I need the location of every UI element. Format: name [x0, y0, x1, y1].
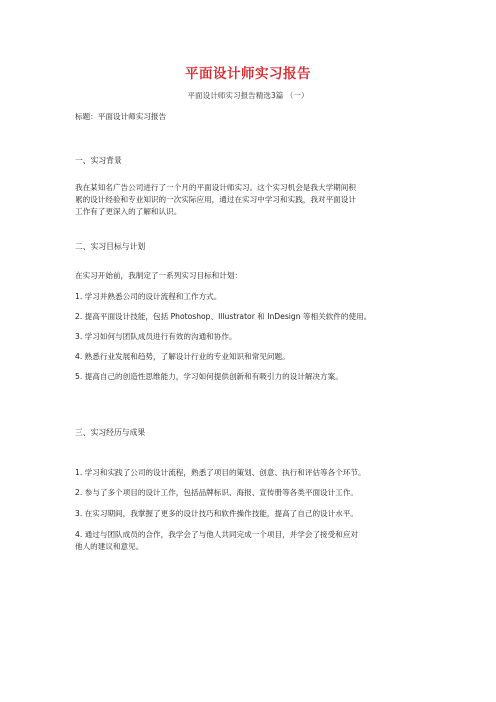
section-heading-experience: 三、实习经历与成果: [75, 428, 146, 437]
list-item-continuation: 他人的建议和意见。: [75, 542, 144, 551]
list-item: 2. 参与了多个项目的设计工作，包括品牌标识、海报、宣传册等各类平面设计工作。: [75, 488, 359, 497]
document-title: 平面设计师实习报告: [185, 66, 311, 82]
section-heading-goals: 二、实习目标与计划: [75, 242, 146, 251]
list-item: 3. 在实习期间，我掌握了更多的设计技巧和软件操作技能，提高了自己的设计水平。: [75, 509, 359, 518]
paragraph-line: 我在某知名广告公司进行了一个月的平面设计师实习。这个实习机会是我大学期间积: [75, 183, 356, 192]
list-item: 1. 学习并熟悉公司的设计流程和工作方式。: [75, 292, 222, 301]
list-item: 4. 通过与团队成员的合作，我学会了与他人共同完成一个项目，并学会了接受和应对: [75, 530, 359, 539]
list-item: 4. 熟悉行业发展和趋势，了解设计行业的专业知识和常见问题。: [75, 352, 290, 361]
list-item: 2. 提高平面设计技能，包括 Photoshop、Illustrator 和 InDesign 等相关软件的使用。: [75, 312, 372, 321]
list-item: 1. 学习和实践了公司的设计流程，熟悉了项目的策划、创意、执行和评估等各个环节。: [75, 468, 366, 477]
paragraph-line: 在实习开始前，我制定了一系列实习目标和计划：: [75, 271, 243, 280]
document-label: 标题：平面设计师实习报告: [75, 112, 167, 121]
section-heading-background: 一、实习背景: [75, 156, 122, 165]
list-item: 3. 学习如何与团队成员进行有效的沟通和协作。: [75, 332, 237, 341]
paragraph-line: 工作有了更深入的了解和认识。: [75, 207, 182, 216]
document-subtitle: 平面设计师实习报告精选3篇 （一）: [187, 91, 309, 100]
list-item: 5. 提高自己的创造性思维能力，学习如何提供创新和有吸引力的设计解决方案。: [75, 372, 343, 381]
paragraph-line: 累的设计经验和专业知识的一次实际应用，通过在实习中学习和实践，我对平面设计: [75, 195, 356, 204]
